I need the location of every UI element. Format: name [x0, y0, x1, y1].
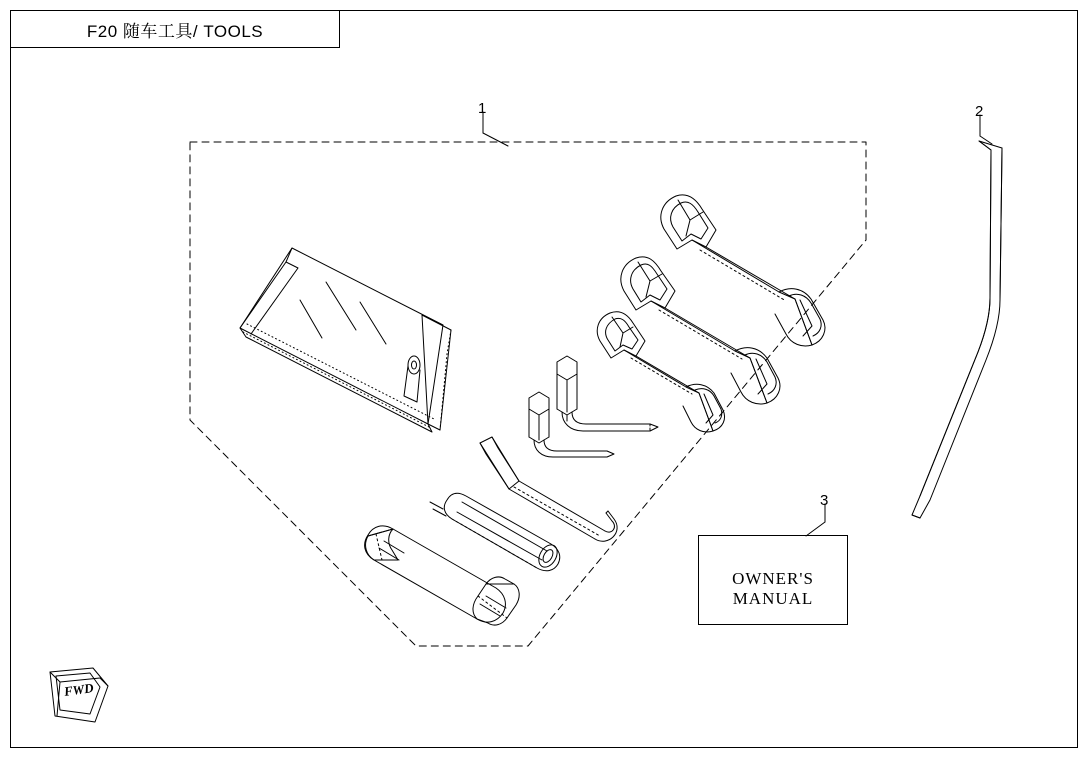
page-border: [10, 10, 1078, 748]
callout-label-3: 3: [820, 492, 829, 509]
callout-label-1: 1: [478, 100, 487, 117]
title-box: [10, 10, 340, 48]
fwd-marker-label: FWD: [63, 680, 95, 699]
owners-manual-cover-text: OWNER'S MANUAL: [732, 569, 814, 608]
callout-label-2: 2: [975, 103, 984, 120]
page-title: F20 随车工具/ TOOLS: [86, 21, 264, 41]
owners-manual-part: [698, 535, 848, 625]
